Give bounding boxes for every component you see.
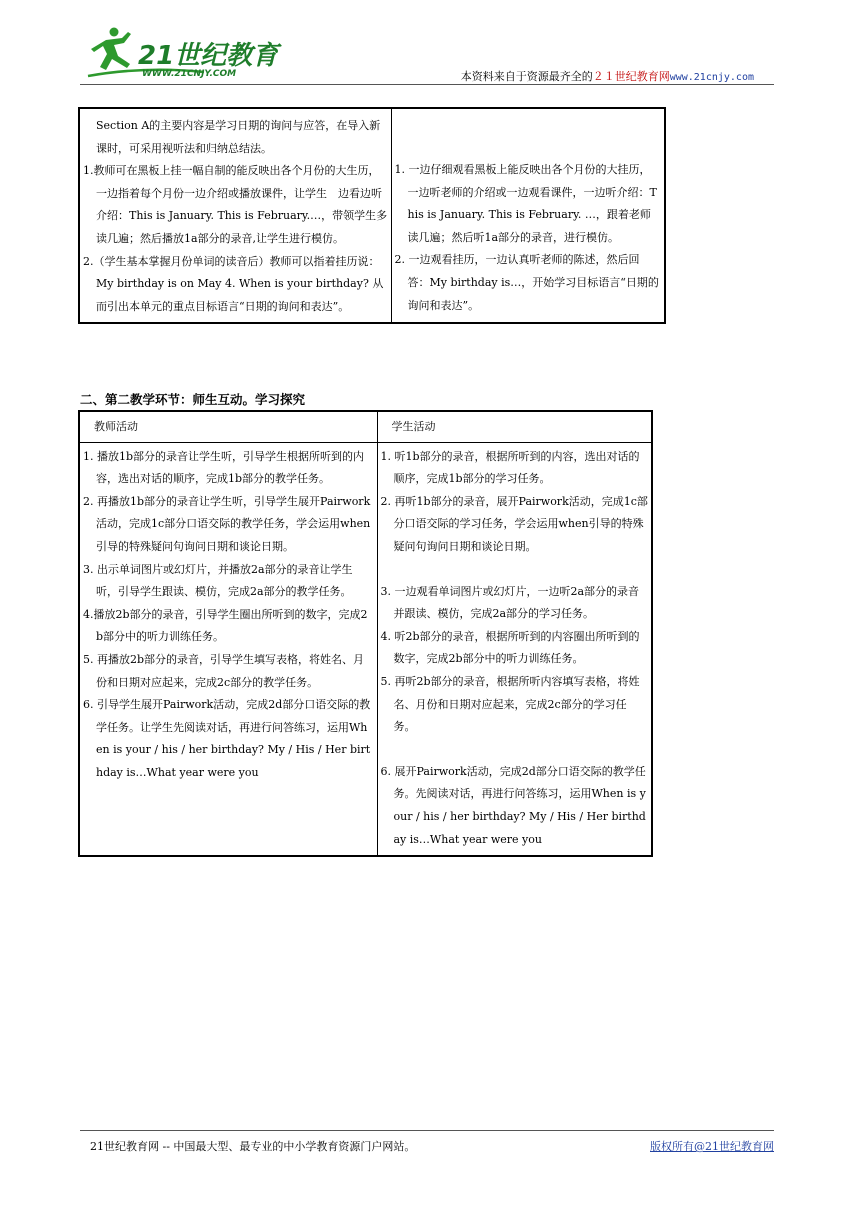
paragraph: Section A的主要内容是学习日期的询问与应答，在导入新课时，可采用视听法和归纳总结法。 [96, 119, 381, 155]
table-row [79, 108, 665, 323]
paragraph: 1.教师可在黑板上挂一幅自制的能反映出各个月份的大生历，一边指着每个月份一边介绍或播放课件，让学生 边看边听介绍：This is January. This is February.…，带领学生多读几遍；然后播放1a部分的录音,让学生进行模仿。 [83, 164, 388, 245]
student-header: 学生活动 [377, 411, 652, 442]
student-item: 6. 展开Pairwork活动，完成2d部分口语交际的教学任务。先阅读对话，再进行问答练习，运用When is your / his / her birthday? My / His / Her birthday is…What year were you [380, 764, 646, 846]
table-header-row [79, 411, 652, 442]
teacher-item: 3. 出示单词图片或幻灯片，并播放2a部分的录音让学生听，引导学生跟读、模仿，完成2a部分的教学任务。 [83, 562, 353, 599]
paragraph: 2. 一边观看挂历，一边认真听老师的陈述，然后回答：My birthday is…，开始学习目标语言“日期的询问和表达”。 [394, 253, 659, 312]
teacher-item: 6. 引导学生展开Pairwork活动，完成2d部分口语交际的教学任务。让学生先阅读对话，再进行问答练习，运用When is your / his / her birthday? My / His / Her birthday is…What year were you [83, 698, 371, 779]
footer-copyright-link[interactable]: 版权所有@21世纪教育网 [650, 1140, 774, 1153]
footer-text: 21世纪教育网 -- 中国最大型、最专业的中小学教育资源门户网站。 [90, 1140, 416, 1153]
student-item: 4. 听2b部分的录音，根据所听到的内容圈出所听到的数字，完成2b部分中的听力训练任务。 [380, 629, 640, 666]
teacher-item: 1. 播放1b部分的录音让学生听，引导学生根据所听到的内容，选出对话的顺序，完成1b部分的教学任务。 [83, 449, 365, 486]
logo-text: 21世纪教育 [138, 41, 279, 71]
teacher-item: 4.播放2b部分的录音，引导学生圈出所听到的数字，完成2b部分中的听力训练任务。 [83, 607, 368, 644]
student-item: 2. 再听1b部分的录音，展开Pairwork活动，完成1c部分口语交际的学习任务，学会运用when引导的特殊疑问句询问日期和谈论日期。 [380, 494, 648, 553]
teacher-cell [79, 108, 391, 323]
source-prefix: 本资料来自于资源最齐全的 [460, 70, 593, 83]
student-cell [391, 108, 665, 323]
teacher-item: 2. 再播放1b部分的录音让学生听，引导学生展开Pairwork活动，完成1c部分口语交际的教学任务，学会运用when引导的特殊疑问句询问日期和谈论日期。 [83, 494, 371, 553]
teacher-item: 5. 再播放2b部分的录音，引导学生填写表格，将姓名、月份和日期对应起来，完成2c部分的教学任务。 [83, 652, 365, 689]
footer-rule [80, 1130, 774, 1131]
student-item: 5. 再听2b部分的录音，根据所听内容填写表格，将姓名、月份和日期对应起来，完成2c部分的学习任务。 [380, 674, 640, 734]
source-site[interactable]: ２１世纪教育网 [592, 70, 670, 83]
student-item: 1. 听1b部分的录音，根据所听到的内容，选出对话的顺序，完成1b部分的学习任务。 [380, 449, 640, 486]
table-section-a [78, 107, 666, 324]
paragraph: 2.（学生基本掌握月份单词的读音后）教师可以指着挂历说：My birthday is on May 4. When is your birthday? 从而引出本单元的重点目标语言“日期的询问和表达”。 [83, 254, 384, 313]
site-logo [84, 22, 284, 82]
student-cell [377, 442, 652, 856]
source-url[interactable]: www.21cnjy.com [669, 72, 754, 83]
paragraph: 1. 一边仔细观看黑板上能反映出各个月份的大挂历，一边听老师的介绍或一边观看课件，一边听介绍：This is January. This is February. …，跟着老师读几遍；然后听1a部分的录音，进行模仿。 [394, 163, 657, 244]
header-rule [80, 84, 774, 85]
table-row [79, 442, 652, 856]
logo-url: WWW.21CNJY.COM [142, 69, 237, 79]
table-section-2 [78, 410, 653, 857]
teacher-cell [79, 442, 377, 856]
teacher-header: 教师活动 [79, 411, 377, 442]
section-title: 二、第二教学环节：师生互动。学习探究 [80, 392, 306, 407]
student-item: 3. 一边观看单词图片或幻灯片，一边听2a部分的录音并跟读、模仿，完成2a部分的学习任务。 [380, 584, 640, 621]
header-source [461, 68, 754, 84]
